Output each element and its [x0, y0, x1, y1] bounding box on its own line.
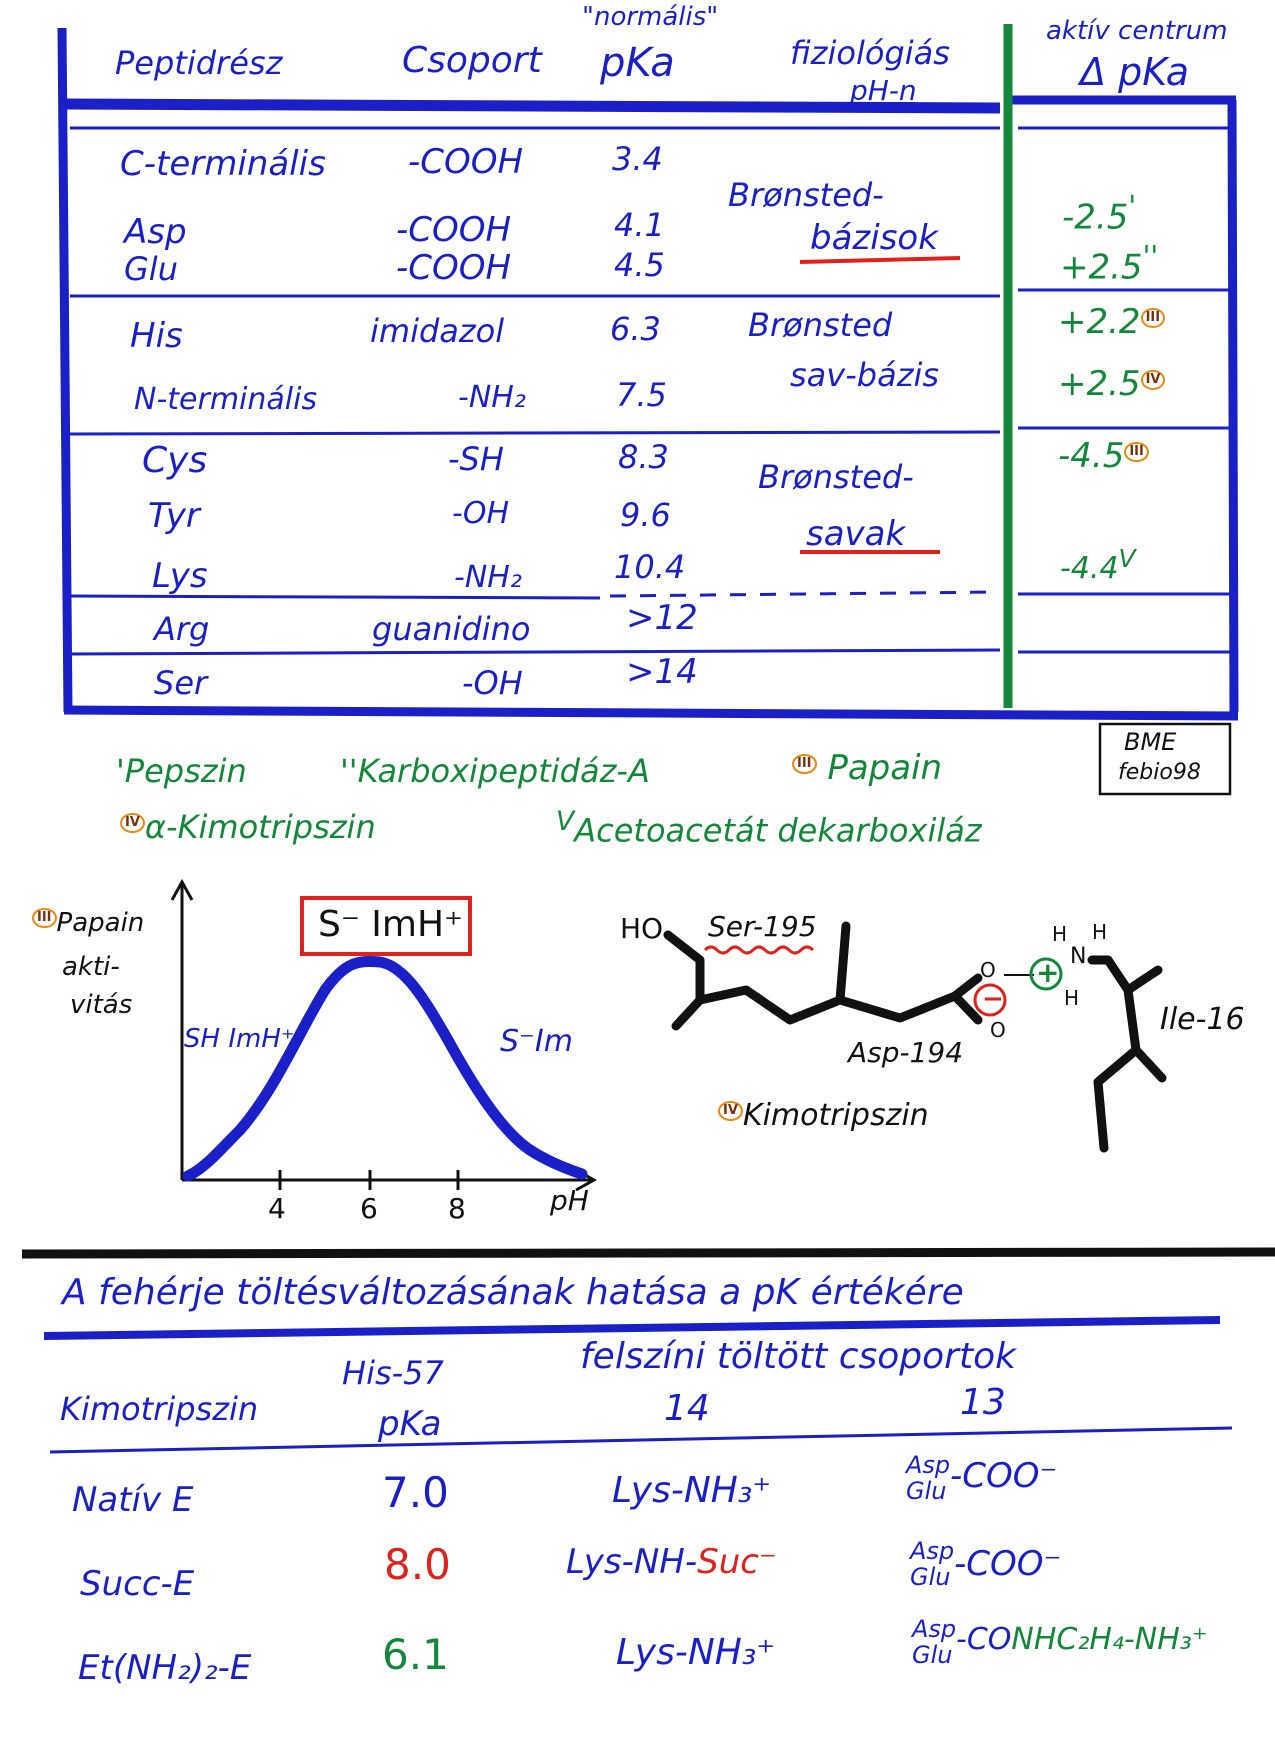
glu-label: Glu: [906, 1477, 947, 1505]
delta-value: [1058, 302, 1165, 342]
t2-row-asp-group: [956, 1622, 1208, 1657]
stamp-line-1: BME: [1124, 728, 1177, 756]
row-group: -OH: [462, 664, 523, 702]
plot-xlabel: pH: [550, 1184, 589, 1217]
row-pka: 9.6: [620, 496, 671, 534]
t2-row-lys: [566, 1542, 777, 1582]
row-residue: Tyr: [148, 496, 200, 536]
t2-row-asp-group: -COO⁻: [954, 1544, 1062, 1584]
footnote-mark: '': [340, 752, 358, 790]
row-group: -SH: [448, 440, 504, 478]
footnote-text: α-Kimotripszin: [144, 808, 376, 846]
t2-row-name: Et(NH₂)₂-E: [78, 1648, 252, 1688]
row-residue: C-terminális: [120, 144, 326, 184]
row-group: -OH: [452, 496, 509, 531]
row-group: -COOH: [408, 142, 524, 182]
plot-tick-label: 8: [448, 1192, 466, 1225]
class-acids-2: savak: [806, 514, 906, 554]
row-residue: Cys: [142, 440, 208, 481]
plot-tick-label: 6: [360, 1192, 378, 1225]
row-group: guanidino: [372, 610, 531, 648]
plot-tick-label: 4: [268, 1192, 286, 1225]
delta-mark: ': [1128, 190, 1137, 223]
header-physiological-ph: pH-n: [850, 74, 917, 107]
footnote-papain: [792, 748, 942, 788]
struct-nitrogen: N: [1070, 944, 1087, 969]
asp-label: Asp: [906, 1451, 951, 1479]
class-acids-1: Brønsted-: [758, 458, 914, 496]
struct-ile16: Ile-16: [1160, 1002, 1245, 1037]
plot-right-label: S⁻Im: [500, 1024, 573, 1059]
row-residue: Ser: [154, 664, 208, 702]
delta-mark: IV: [1141, 370, 1166, 390]
t2-row-aspglu: [906, 1452, 950, 1504]
t2-row-aspglu: [912, 1616, 956, 1668]
row-group: imidazol: [370, 312, 505, 350]
footnote-chymotrypsin: [120, 808, 376, 846]
t2-row-asp-group: -COO⁻: [950, 1456, 1058, 1496]
class-bases-1: Brønsted-: [728, 176, 884, 214]
delta-value: [1058, 436, 1149, 476]
header-residue: Peptidrész: [115, 44, 283, 82]
struct-hydrogen: H: [1092, 920, 1108, 944]
struct-ho: HO: [620, 912, 664, 945]
papain-activity-curve: [188, 961, 582, 1176]
footnote-text: Pepszin: [124, 752, 247, 790]
stamp-line-2: febio98: [1118, 760, 1201, 785]
struct-minus-charge: −: [982, 984, 1004, 1014]
row-residue: Asp: [124, 212, 187, 252]
t2-row-lys: Lys-NH₃⁺: [612, 1470, 772, 1511]
t2-header-enzyme: Kimotripszin: [60, 1390, 259, 1428]
header-delta-pka: Δ pKa: [1080, 50, 1190, 94]
delta-mark: '': [1142, 240, 1159, 273]
struct-oxygen: O: [990, 1018, 1006, 1042]
row-pka: >12: [626, 598, 698, 638]
title-underline: [44, 1320, 1220, 1336]
row-residue: Lys: [152, 556, 208, 596]
delta-number: -2.5: [1062, 197, 1129, 238]
footnote-text: Karboxipeptidáz-A: [357, 752, 650, 790]
table2-header-line: [50, 1428, 1232, 1452]
t2-header-14: 14: [664, 1388, 710, 1429]
t2-row-aspglu: [910, 1538, 954, 1590]
footnote-mark: IV: [120, 813, 145, 833]
footnote-text: Acetoacetát dekarboxiláz: [574, 811, 982, 850]
delta-mark: V: [1118, 544, 1136, 573]
asp-group-amine: NHC₂H₄-NH₃⁺: [1011, 1622, 1208, 1657]
plot-ylabel-2: akti-: [62, 952, 120, 982]
delta-number: +2.5: [1058, 364, 1141, 404]
t2-header-his-pka: pKa: [378, 1404, 442, 1444]
footnote-pepsin: [116, 752, 247, 790]
row-pka: 7.5: [616, 376, 667, 414]
struct-oxygen: O: [980, 958, 996, 982]
delta-number: -4.4: [1060, 551, 1119, 586]
struct-name: Kimotripszin: [742, 1098, 929, 1133]
t2-header-his: His-57: [342, 1354, 444, 1392]
row-residue: Glu: [124, 250, 178, 288]
struct-asp194: Asp-194: [848, 1036, 964, 1069]
delta-mark: III: [1124, 442, 1149, 462]
lys-succinyl: Suc⁻: [697, 1542, 777, 1582]
plot-ylabel-1: Papain: [56, 908, 145, 938]
row-pka: 4.5: [614, 246, 665, 284]
delta-number: +2.2: [1058, 302, 1141, 342]
row-pka: >14: [626, 652, 698, 692]
glu-label: Glu: [910, 1563, 951, 1591]
row-group: -COOH: [396, 210, 512, 250]
t2-row-lys: Lys-NH₃⁺: [616, 1632, 776, 1673]
header-pka: pKa: [600, 40, 675, 86]
struct-ser195: Ser-195: [708, 910, 817, 943]
row-residue: Arg: [154, 610, 210, 648]
plot-mark: III: [32, 908, 57, 928]
section2-title: A fehérje töltésváltozásának hatása a pK értékére: [62, 1272, 964, 1313]
row-pka: 4.1: [614, 206, 665, 244]
asp-label: Asp: [910, 1537, 955, 1565]
t2-row-pka: 7.0: [382, 1468, 449, 1517]
footnote-acetoacetate: [556, 806, 982, 850]
delta-value: [1060, 544, 1136, 586]
t2-row-name: Succ-E: [80, 1564, 195, 1604]
glu-label: Glu: [912, 1641, 953, 1669]
t2-header-surface: felszíni töltött csoportok: [580, 1336, 1016, 1377]
delta-number: +2.5: [1060, 247, 1143, 288]
delta-mark: III: [1141, 308, 1166, 328]
asp-label: Asp: [912, 1615, 957, 1643]
header-group: Csoport: [402, 40, 542, 81]
struct-plus-charge: +: [1036, 956, 1060, 989]
header-normal: "normális": [582, 2, 719, 32]
header-active-center: aktív centrum: [1046, 16, 1228, 46]
class-bases-2: bázisok: [810, 218, 938, 258]
t2-row-pka: 6.1: [382, 1630, 449, 1679]
section-separator: [22, 1252, 1275, 1254]
delta-value: [1058, 364, 1165, 404]
class-acidbase-2: sav-bázis: [790, 356, 940, 394]
struct-hydrogen: H: [1064, 986, 1080, 1010]
row-group: -NH₂: [458, 380, 526, 415]
row-group: -NH₂: [454, 560, 522, 595]
footnote-mark: V: [556, 806, 575, 837]
plot-ylabel: [32, 908, 144, 938]
class-acidbase-1: Brønsted: [748, 306, 893, 344]
row-residue: N-terminális: [134, 382, 318, 417]
delta-number: -4.5: [1058, 436, 1125, 476]
plot-box-label: S⁻ ImH⁺: [318, 904, 464, 945]
footnote-mark: ': [116, 752, 125, 790]
footnote-mark: III: [792, 754, 817, 774]
ser195-underline: [705, 947, 813, 953]
struct-caption: [718, 1098, 929, 1133]
footnote-carboxypeptidase: [340, 752, 650, 790]
asp-group-prefix: -CO: [956, 1622, 1012, 1657]
underline-bazisok: [800, 258, 960, 262]
row-pka: 3.4: [612, 140, 663, 178]
row-pka: 10.4: [614, 548, 686, 586]
t2-header-13: 13: [960, 1382, 1006, 1423]
row-group: -COOH: [396, 248, 512, 288]
plot-ylabel-3: vitás: [70, 990, 133, 1020]
delta-value: [1062, 190, 1136, 237]
row-residue: His: [130, 316, 183, 356]
struct-hydrogen: H: [1052, 922, 1068, 946]
delta-value: [1060, 240, 1158, 287]
struct-mark: IV: [718, 1101, 743, 1121]
row-pka: 8.3: [618, 438, 669, 476]
row-pka: 6.3: [610, 310, 661, 348]
header-physiological: fiziológiás: [790, 34, 950, 72]
t2-row-pka: 8.0: [384, 1540, 451, 1589]
footnote-text: Papain: [827, 748, 943, 788]
lys-prefix: Lys-NH-: [566, 1542, 698, 1582]
t2-row-name: Natív E: [72, 1480, 194, 1520]
plot-left-label: SH ImH⁺: [184, 1024, 295, 1054]
